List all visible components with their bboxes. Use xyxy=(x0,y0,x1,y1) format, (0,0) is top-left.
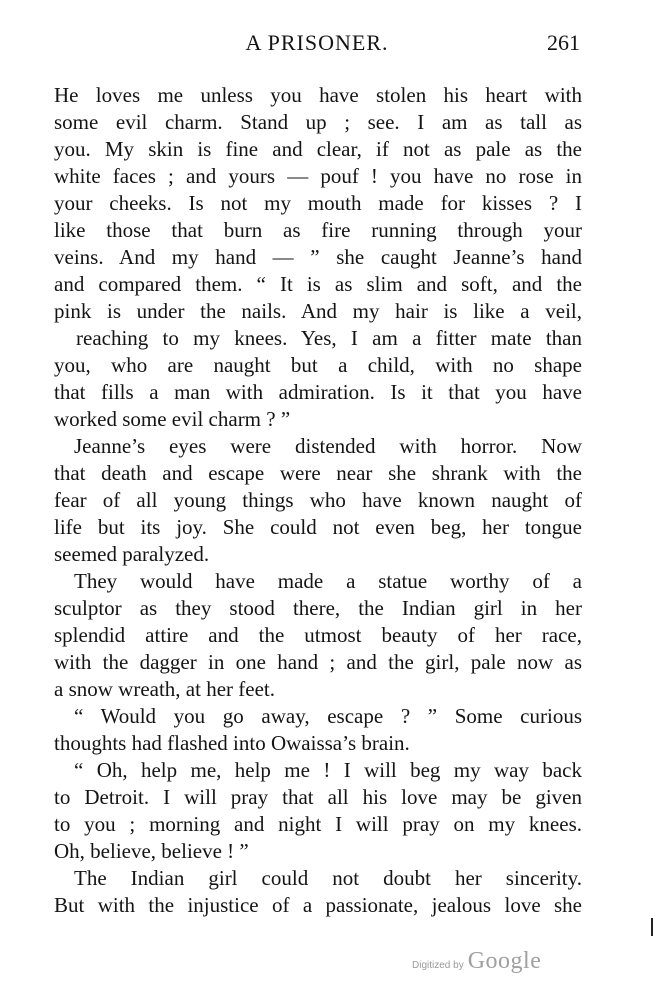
body-text xyxy=(54,82,582,919)
digitization-watermark xyxy=(412,948,541,978)
running-title: A PRISONER. xyxy=(245,30,389,55)
paragraph xyxy=(54,757,582,865)
paragraph xyxy=(54,568,582,703)
google-logo: Google xyxy=(467,948,542,974)
text-line: and compared them. “ It is as slim and soft, and the xyxy=(54,272,582,296)
text-line: that death and escape were near she shrank with the xyxy=(54,461,582,485)
text-line: thoughts had flashed into Owaissa’s brain. xyxy=(54,731,410,755)
text-line: sculptor as they stood there, the Indian girl in her xyxy=(54,596,582,620)
text-line: splendid attire and the utmost beauty of her race, xyxy=(54,623,582,647)
text-line: to Detroit. I will pray that all his love may be given xyxy=(54,785,582,809)
text-line: reaching to my knees. Yes, I am a fitter mate than xyxy=(76,326,582,350)
text-line: life but its joy. She could not even beg, her tongue xyxy=(54,515,582,539)
text-line: seemed paralyzed. xyxy=(54,542,210,566)
paragraph xyxy=(54,865,582,919)
text-line: white faces ; and yours — pouf ! you have no rose in xyxy=(54,164,582,188)
text-line: like those that burn as fire running through your xyxy=(54,218,582,242)
text-line: to you ; morning and night I will pray on my knees. xyxy=(54,812,582,836)
text-line: you. My skin is fine and clear, if not as pale as the xyxy=(54,137,582,161)
text-line: you, who are naught but a child, with no shape xyxy=(54,353,582,377)
text-line: The Indian girl could not doubt her sincerity. xyxy=(74,866,582,890)
text-line: that fills a man with admiration. Is it that you have xyxy=(54,380,582,404)
text-line: some evil charm. Stand up ; see. I am as tall as xyxy=(54,110,582,134)
page-number: 261 xyxy=(547,30,580,55)
text-line: But with the injustice of a passionate, jealous love she xyxy=(54,893,582,917)
text-line: They would have made a statue worthy of a xyxy=(74,569,582,593)
text-line: your cheeks. Is not my mouth made for kisses ? I xyxy=(54,191,582,215)
text-line: with the dagger in one hand ; and the girl, pale now as xyxy=(54,650,582,674)
text-line: “ Oh, help me, help me ! I will beg my way back xyxy=(74,758,582,782)
margin-mark xyxy=(651,918,653,936)
text-line: pink is under the nails. And my hair is like a veil, xyxy=(54,299,582,323)
text-line: Jeanne’s eyes were distended with horror. Now xyxy=(74,434,582,458)
paragraph xyxy=(54,433,582,568)
text-line: fear of all young things who have known naught of xyxy=(54,488,582,512)
paragraph xyxy=(54,703,582,757)
text-line: veins. And my hand — ” she caught Jeanne’s hand xyxy=(54,245,582,269)
text-line: He loves me unless you have stolen his heart with xyxy=(54,83,582,107)
digitized-by-label: Digitized by xyxy=(412,960,464,971)
text-line: a snow wreath, at her feet. xyxy=(54,677,275,701)
text-line: worked some evil charm ? ” xyxy=(54,407,291,431)
text-line: Oh, believe, believe ! ” xyxy=(54,839,249,863)
page-header xyxy=(54,30,580,60)
paragraph xyxy=(54,82,582,433)
text-line: “ Would you go away, escape ? ” Some curious xyxy=(74,704,582,728)
